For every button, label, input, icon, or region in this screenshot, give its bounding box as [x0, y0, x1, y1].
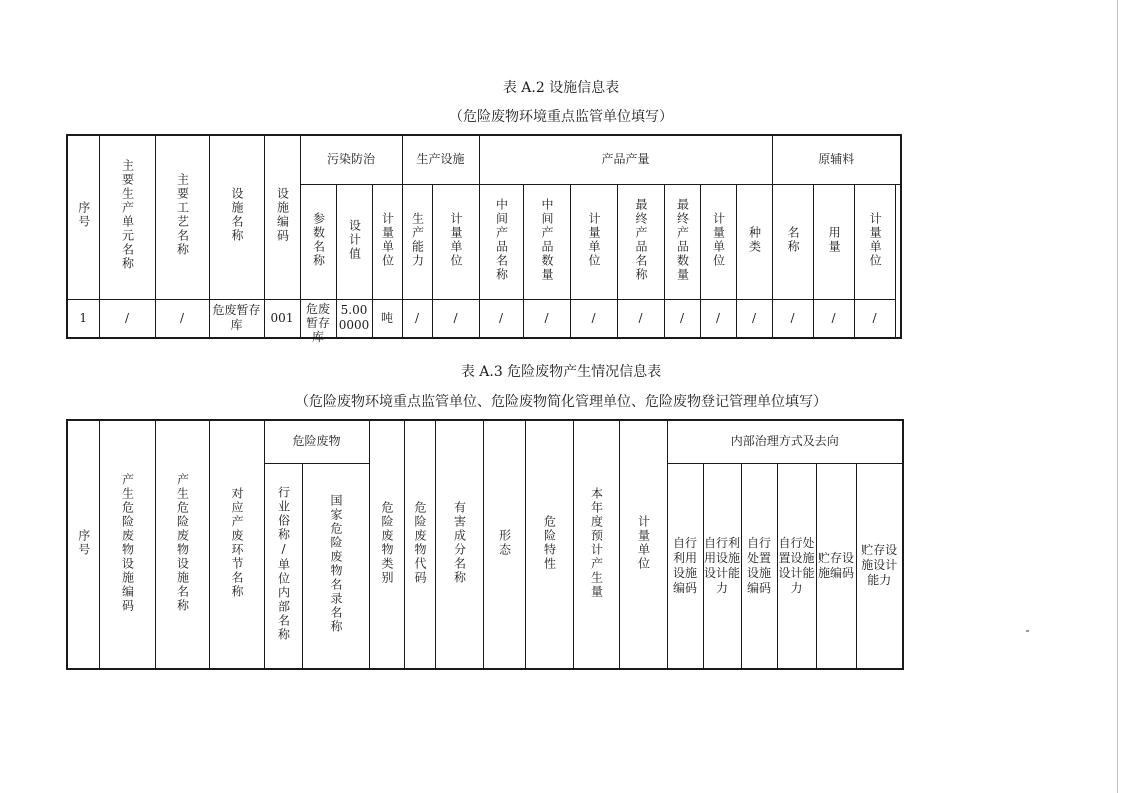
a3-header-facility-name: 产生危险废物设施名称 — [155, 420, 209, 669]
a2-header-capacity-unit: 计量单位 — [432, 184, 479, 299]
a3-header-storage-capacity: 贮存设施设计能力 — [856, 463, 903, 669]
a2-header-material-usage: 用量 — [813, 184, 854, 299]
a2-cell-process: / — [155, 299, 209, 338]
a2-cell-capacity: / — [402, 299, 432, 338]
a2-cell-seq: 1 — [67, 299, 99, 338]
table-a2 — [66, 134, 902, 345]
a3-header-waste-group: 危险废物 — [264, 420, 369, 463]
a3-header-internal-group: 内部治理方式及去向 — [667, 420, 903, 463]
a2-cell-mid-unit: / — [570, 299, 617, 338]
a2-header-process: 主要工艺名称 — [155, 135, 209, 299]
a2-cell-mid-product-name: / — [479, 299, 523, 338]
a2-header-production-group: 生产设施 — [402, 135, 479, 184]
a3-header-self-use-code: 自行利用设施编码 — [667, 463, 703, 669]
a2-cell-material-usage: / — [813, 299, 854, 338]
a3-header-national-name: 国家危险废物名录名称 — [302, 463, 369, 669]
a2-header-product-group: 产品产量 — [479, 135, 772, 184]
a2-cell-material-type: / — [736, 299, 772, 338]
a2-header-unit-measure: 计量单位 — [372, 184, 402, 299]
a2-header-unit: 主要生产单元名称 — [99, 135, 155, 299]
a3-header-unit: 计量单位 — [619, 420, 667, 669]
a3-header-seq: 序号 — [67, 420, 99, 669]
table-a2-caption: 表 A.2 设施信息表 — [502, 80, 620, 96]
a3-header-annual-amount: 本年度预计产生量 — [573, 420, 619, 669]
a2-cell-material-unit: / — [854, 299, 895, 338]
a2-header-material-unit: 计量单位 — [854, 184, 895, 299]
a3-header-hazardous-component: 有害成分名称 — [435, 420, 483, 669]
a2-header-material-group: 原辅料 — [772, 135, 901, 184]
a2-cell-material-name: / — [772, 299, 813, 338]
a2-cell-param-name: 危废暂存库 — [300, 299, 336, 338]
a2-header-facility-code: 设施编码 — [264, 135, 300, 299]
a2-cell-facility-code: 001 — [264, 299, 300, 338]
a2-header-seq: 序号 — [67, 135, 99, 299]
a2-header-param-name: 参数名称 — [300, 184, 336, 299]
a2-header-final-unit: 计量单位 — [700, 184, 736, 299]
a2-cell-unit-measure: 吨 — [372, 299, 402, 338]
a3-header-form: 形态 — [483, 420, 525, 669]
a2-header-facility-name: 设施名称 — [209, 135, 264, 299]
a2-header-pollution-group: 污染防治 — [300, 135, 402, 184]
table-a3-subcaption: （危险废物环境重点监管单位、危险废物简化管理单位、危险废物登记管理单位填写） — [295, 394, 827, 410]
a2-cell-capacity-unit: / — [432, 299, 479, 338]
table-a3-caption: 表 A.3 危险废物产生情况信息表 — [460, 364, 662, 380]
table-a3 — [66, 419, 904, 670]
a3-header-stage: 对应产废环节名称 — [209, 420, 264, 669]
a2-header-mid-product-name: 中间产品名称 — [479, 184, 523, 299]
scan-speck — [1026, 630, 1029, 632]
a2-header-final-product-name: 最终产品名称 — [617, 184, 664, 299]
a2-header-capacity: 生产能力 — [402, 184, 432, 299]
a2-cell-design-value: 5.000000 — [336, 299, 372, 338]
a2-header-design-value: 设计值 — [336, 184, 372, 299]
a3-header-facility-code: 产生危险废物设施编码 — [99, 420, 155, 669]
table-row — [67, 299, 901, 338]
a2-header-final-product-qty: 最终产品数量 — [664, 184, 700, 299]
a3-header-self-dispose-capacity: 自行处置设施设计能力 — [777, 463, 816, 669]
a3-header-property: 危险特性 — [525, 420, 573, 669]
a3-header-category: 危险废物类别 — [369, 420, 404, 669]
a2-header-material-type: 种类 — [736, 184, 772, 299]
a3-header-storage-code: 贮存设施编码 — [816, 463, 856, 669]
a3-header-self-use-capacity: 自行利用设施设计能力 — [703, 463, 741, 669]
a2-header-mid-product-qty: 中间产品数量 — [523, 184, 570, 299]
a2-cell-facility-name: 危废暂存库 — [209, 299, 264, 338]
a2-cell-mid-product-qty: / — [523, 299, 570, 338]
a3-header-code: 危险废物代码 — [404, 420, 435, 669]
a2-header-material-name: 名称 — [772, 184, 813, 299]
a3-header-self-dispose-code: 自行处置设施编码 — [741, 463, 777, 669]
a3-header-common-name: 行业俗称/单位内部名称 — [264, 463, 302, 669]
a2-cell-final-product-qty: / — [664, 299, 700, 338]
a2-cell-final-product-name: / — [617, 299, 664, 338]
a2-cell-final-unit: / — [700, 299, 736, 338]
table-a2-subcaption: （危险废物环境重点监管单位填写） — [449, 109, 673, 125]
a2-cell-unit: / — [99, 299, 155, 338]
a2-header-mid-unit: 计量单位 — [570, 184, 617, 299]
